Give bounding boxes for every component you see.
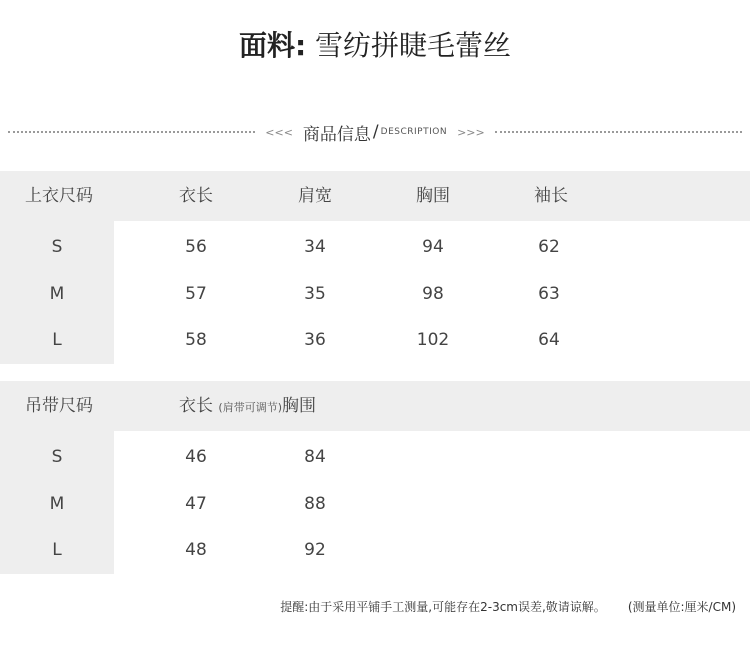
- table-cell: 63: [538, 284, 560, 304]
- table-cell: 35: [304, 284, 326, 304]
- table-cell: 64: [538, 330, 560, 350]
- header-sleeve: 袖长: [534, 186, 568, 206]
- right-chevrons: >>>: [457, 125, 485, 139]
- title-label: 面料:: [238, 29, 307, 62]
- section-title-en: DESCRIPTION: [380, 127, 448, 137]
- table-cell: 58: [185, 330, 207, 350]
- section-divider: [8, 122, 742, 145]
- table-cell: L: [52, 540, 62, 560]
- measurement-unit: (测量单位:厘米/CM): [627, 600, 736, 614]
- table-header-row: [0, 171, 750, 221]
- table-cell: S: [51, 237, 63, 257]
- header-length: 衣长: [179, 396, 213, 416]
- header-length: 衣长: [179, 186, 213, 206]
- table-cell: 57: [185, 284, 207, 304]
- header-shoulder: 肩宽: [298, 186, 332, 206]
- measurement-note: [280, 598, 736, 615]
- table-cell: S: [51, 447, 63, 467]
- dotted-line-right: [495, 131, 742, 133]
- section-slash: /: [372, 122, 379, 142]
- table-cell: M: [49, 494, 65, 514]
- table-cell: M: [49, 284, 65, 304]
- header-chest: 胸围: [416, 186, 450, 206]
- header-length-chest: [179, 391, 316, 421]
- table-cell: 102: [416, 330, 450, 350]
- header-chest: 胸围: [282, 396, 316, 416]
- table-cell: 46: [185, 447, 207, 467]
- header-camisole-size: 吊带尺码: [25, 396, 93, 416]
- table-cell: 88: [304, 494, 326, 514]
- table-cell: 34: [304, 237, 326, 257]
- page-title: [0, 24, 750, 64]
- left-chevrons: <<<: [265, 125, 293, 139]
- table-cell: 47: [185, 494, 207, 514]
- measurement-disclaimer: 提醒:由于采用平铺手工测量,可能存在2-3cm误差,敬请谅解。: [280, 600, 606, 614]
- header-adjustable-strap-note: (肩带可调节): [218, 401, 282, 414]
- header-top-size: 上衣尺码: [25, 186, 93, 206]
- table-cell: 56: [185, 237, 207, 257]
- section-heading: [255, 120, 494, 145]
- table-cell: 98: [422, 284, 444, 304]
- table-cell: 48: [185, 540, 207, 560]
- table-header-row: [0, 381, 750, 431]
- table-cell: 62: [538, 237, 560, 257]
- table-cell: 36: [304, 330, 326, 350]
- table-cell: 92: [304, 540, 326, 560]
- title-value: 雪纺拼睫毛蕾丝: [315, 29, 512, 62]
- dotted-line-left: [8, 131, 255, 133]
- table-cell: L: [52, 330, 62, 350]
- section-title-zh: 商品信息: [302, 124, 371, 145]
- table-cell: 84: [304, 447, 326, 467]
- table-cell: 94: [422, 237, 444, 257]
